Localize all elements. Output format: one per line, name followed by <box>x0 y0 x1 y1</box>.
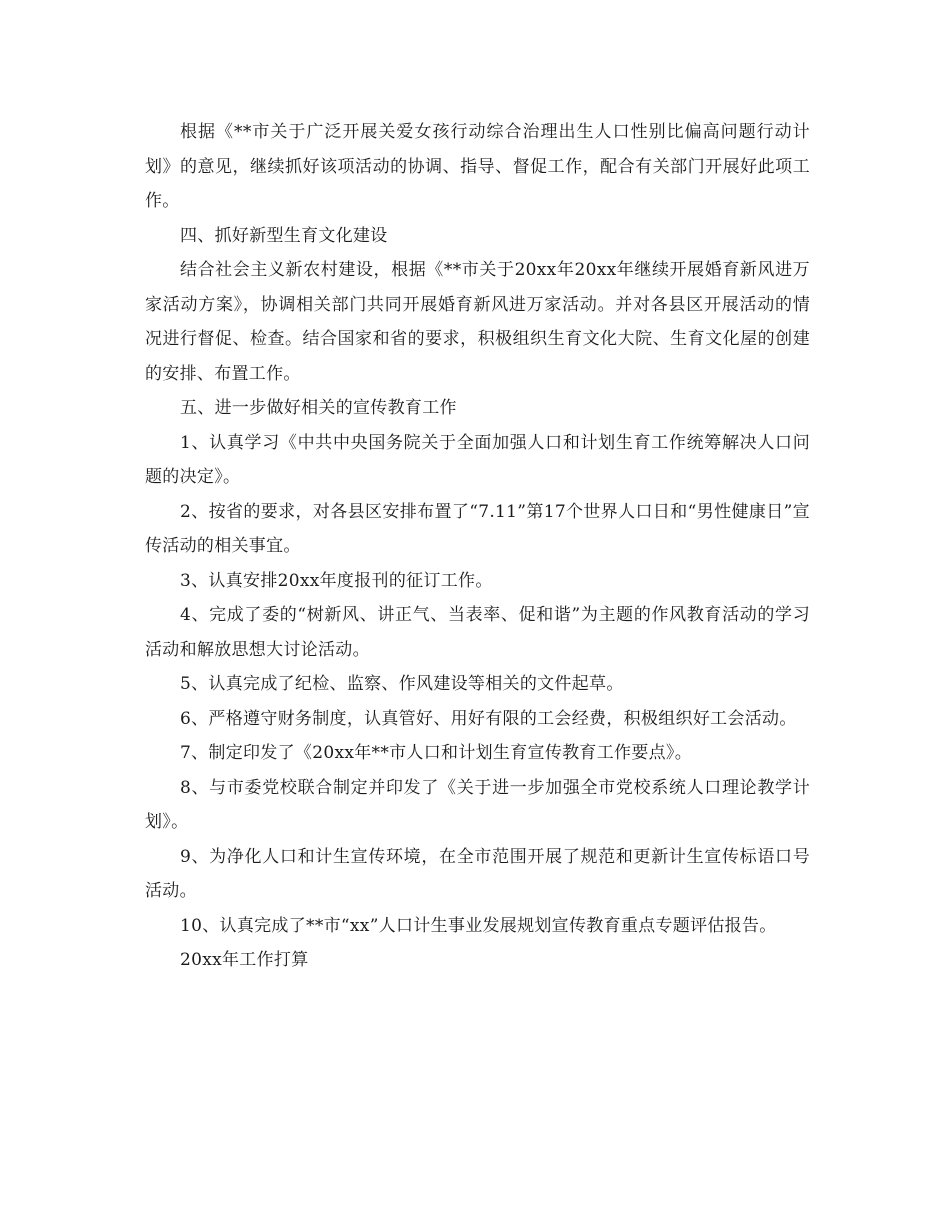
section-heading-birth-culture: 四、抓好新型生育文化建设 <box>180 225 388 246</box>
list-item-10: 10、认真完成了**市“xx”人口计生事业发展规划宣传教育重点专题评估报告。 <box>180 915 777 936</box>
section-heading-work-plan: 20xx年工作打算 <box>180 950 309 970</box>
document-page <box>145 115 810 978</box>
list-item-5: 5、认真完成了纪检、监察、作风建设等相关的文件起草。 <box>180 674 624 694</box>
list-item-9: 9、为净化人口和计生宣传环境，在全市范围开展了规范和更新计生宣传标语口号活动。 <box>145 846 810 901</box>
section-heading-publicity-education: 五、进一步做好相关的宣传教育工作 <box>180 398 457 418</box>
list-item-8: 8、与市委党校联合制定并印发了《关于进一步加强全市党校系统人口理论教学计划》。 <box>145 777 810 832</box>
list-item-7: 7、制定印发了《20xx年**市人口和计划生育宣传教育工作要点》。 <box>180 743 693 763</box>
list-item-2: 2、按省的要求，对各县区安排布置了“7.11”第17个世界人口日和“男性健康日”宣传活动的相关事宜。 <box>145 501 810 556</box>
list-item-6: 6、严格遵守财务制度，认真管好、用好有限的工会经费，积极组织好工会活动。 <box>180 708 797 729</box>
list-item-4: 4、完成了委的“树新风、讲正气、当表率、促和谐”为主题的作风教育活动的学习活动和解放思想大讨论活动。 <box>145 605 810 660</box>
list-item-1: 1、认真学习《中共中央国务院关于全面加强人口和计划生育工作统筹解决人口问题的决定》。 <box>145 432 810 487</box>
list-item-3: 3、认真安排20xx年度报刊的征订工作。 <box>180 570 493 591</box>
paragraph-new-rural-construction: 结合社会主义新农村建设，根据《**市关于20xx年20xx年继续开展婚育新风进万家活动方案》，协调相关部门共同开展婚育新风进万家活动。并对各县区开展活动的情况进行督促、检查。结合国家和省的要求，积极组织生育文化大院、生育文化屋的创建的安排、布置工作。 <box>145 260 810 384</box>
paragraph-gender-ratio-plan: 根据《**市关于广泛开展关爱女孩行动综合治理出生人口性别比偏高问题行动计划》的意见，继续抓好该项活动的协调、指导、督促工作，配合有关部门开展好此项工作。 <box>145 122 810 211</box>
